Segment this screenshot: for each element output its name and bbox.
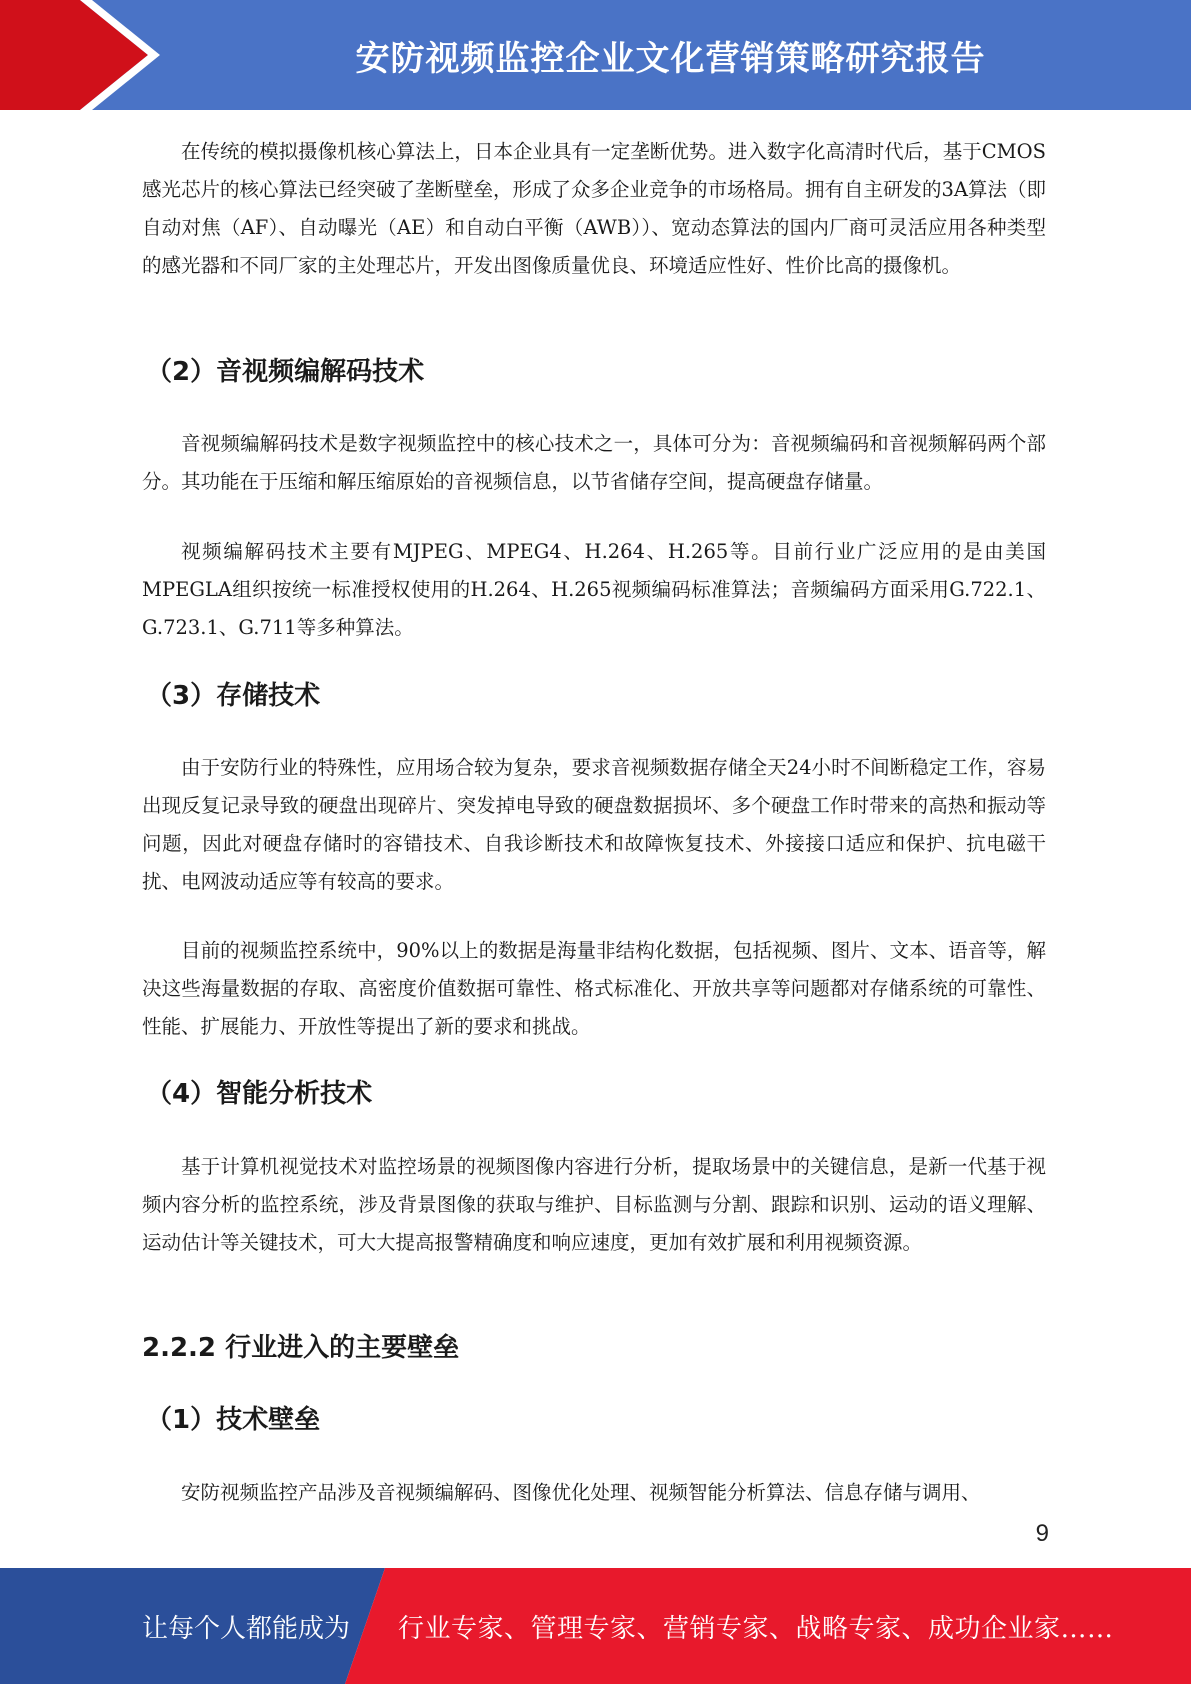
red-arrow-decoration (0, 0, 170, 110)
paragraph-camera-algorithm: 在传统的模拟摄像机核心算法上，日本企业具有一定垄断优势。进入数字化高清时代后，基于CMOS感光芯片的核心算法已经突破了垄断壁垒，形成了众多企业竞争的市场格局。拥有自主研发的3A算法（即自动对焦（AF）、自动曝光（AE）和自动白平衡（AWB））、宽动态算法的国内厂商可灵活应用各种类型的感光器和不同厂家的主处理芯片，开发出图像质量优良、环境适应性好、性价比高的摄像机。 (142, 140, 1046, 277)
paragraph-technical-barrier: 安防视频监控产品涉及音视频编解码、图像优化处理、视频智能分析算法、信息存储与调用、 (181, 1481, 981, 1504)
page-number: 9 (1035, 1520, 1049, 1547)
paragraph-intelligent-analysis: 基于计算机视觉技术对监控场景的视频图像内容进行分析，提取场景中的关键信息，是新一代基于视频内容分析的监控系统，涉及背景图像的获取与维护、目标监测与分割、跟踪和识别、运动的语义理解、运动估计等关键技术，可大大提高报警精确度和响应速度，更加有效扩展和利用视频资源。 (142, 1155, 1046, 1254)
heading-storage-technology: （3）存储技术 (146, 681, 321, 711)
page-footer (0, 1568, 1191, 1684)
footer-slogan-right: 行业专家、管理专家、营销专家、战略专家、成功企业家…… (398, 1613, 1114, 1644)
footer-slogan-left: 让每个人都能成为 (142, 1613, 351, 1644)
paragraph-storage-requirements: 由于安防行业的特殊性，应用场合较为复杂，要求音视频数据存储全天24小时不间断稳定工作，容易出现反复记录导致的硬盘出现碎片、突发掉电导致的硬盘数据损坏、多个硬盘工作时带来的高热和振动等问题，因此对硬盘存储时的容错技术、自我诊断技术和故障恢复技术、外接接口适应和保护、抗电磁干扰、电网波动适应等有较高的要求。 (142, 756, 1046, 893)
paragraph-codec-standards: 视频编解码技术主要有MJPEG、MPEG4、H.264、H.265等。目前行业广泛应用的是由美国MPEGLA组织按统一标准授权使用的H.264、H.265视频编码标准算法；音频编码方面采用G.722.1、G.723.1、G.711等多种算法。 (142, 540, 1046, 639)
paragraph-codec-intro: 音视频编解码技术是数字视频监控中的核心技术之一，具体可分为：音视频编码和音视频解码两个部分。其功能在于压缩和解压缩原始的音视频信息，以节省储存空间，提高硬盘存储量。 (142, 432, 1046, 493)
paragraph-storage-data: 目前的视频监控系统中，90%以上的数据是海量非结构化数据，包括视频、图片、文本、语音等，解决这些海量数据的存取、高密度价值数据可靠性、格式标准化、开放共享等问题都对存储系统的可靠性、性能、扩展能力、开放性等提出了新的要求和挑战。 (142, 939, 1046, 1038)
heading-technical-barrier: （1）技术壁垒 (146, 1405, 321, 1435)
heading-intelligent-analysis: （4）智能分析技术 (146, 1079, 373, 1109)
page-header (0, 0, 1191, 110)
document-title: 安防视频监控企业文化营销策略研究报告 (355, 38, 986, 79)
section-heading-entry-barriers: 2.2.2 行业进入的主要壁垒 (142, 1333, 460, 1363)
heading-codec-technology: （2）音视频编解码技术 (146, 357, 425, 387)
